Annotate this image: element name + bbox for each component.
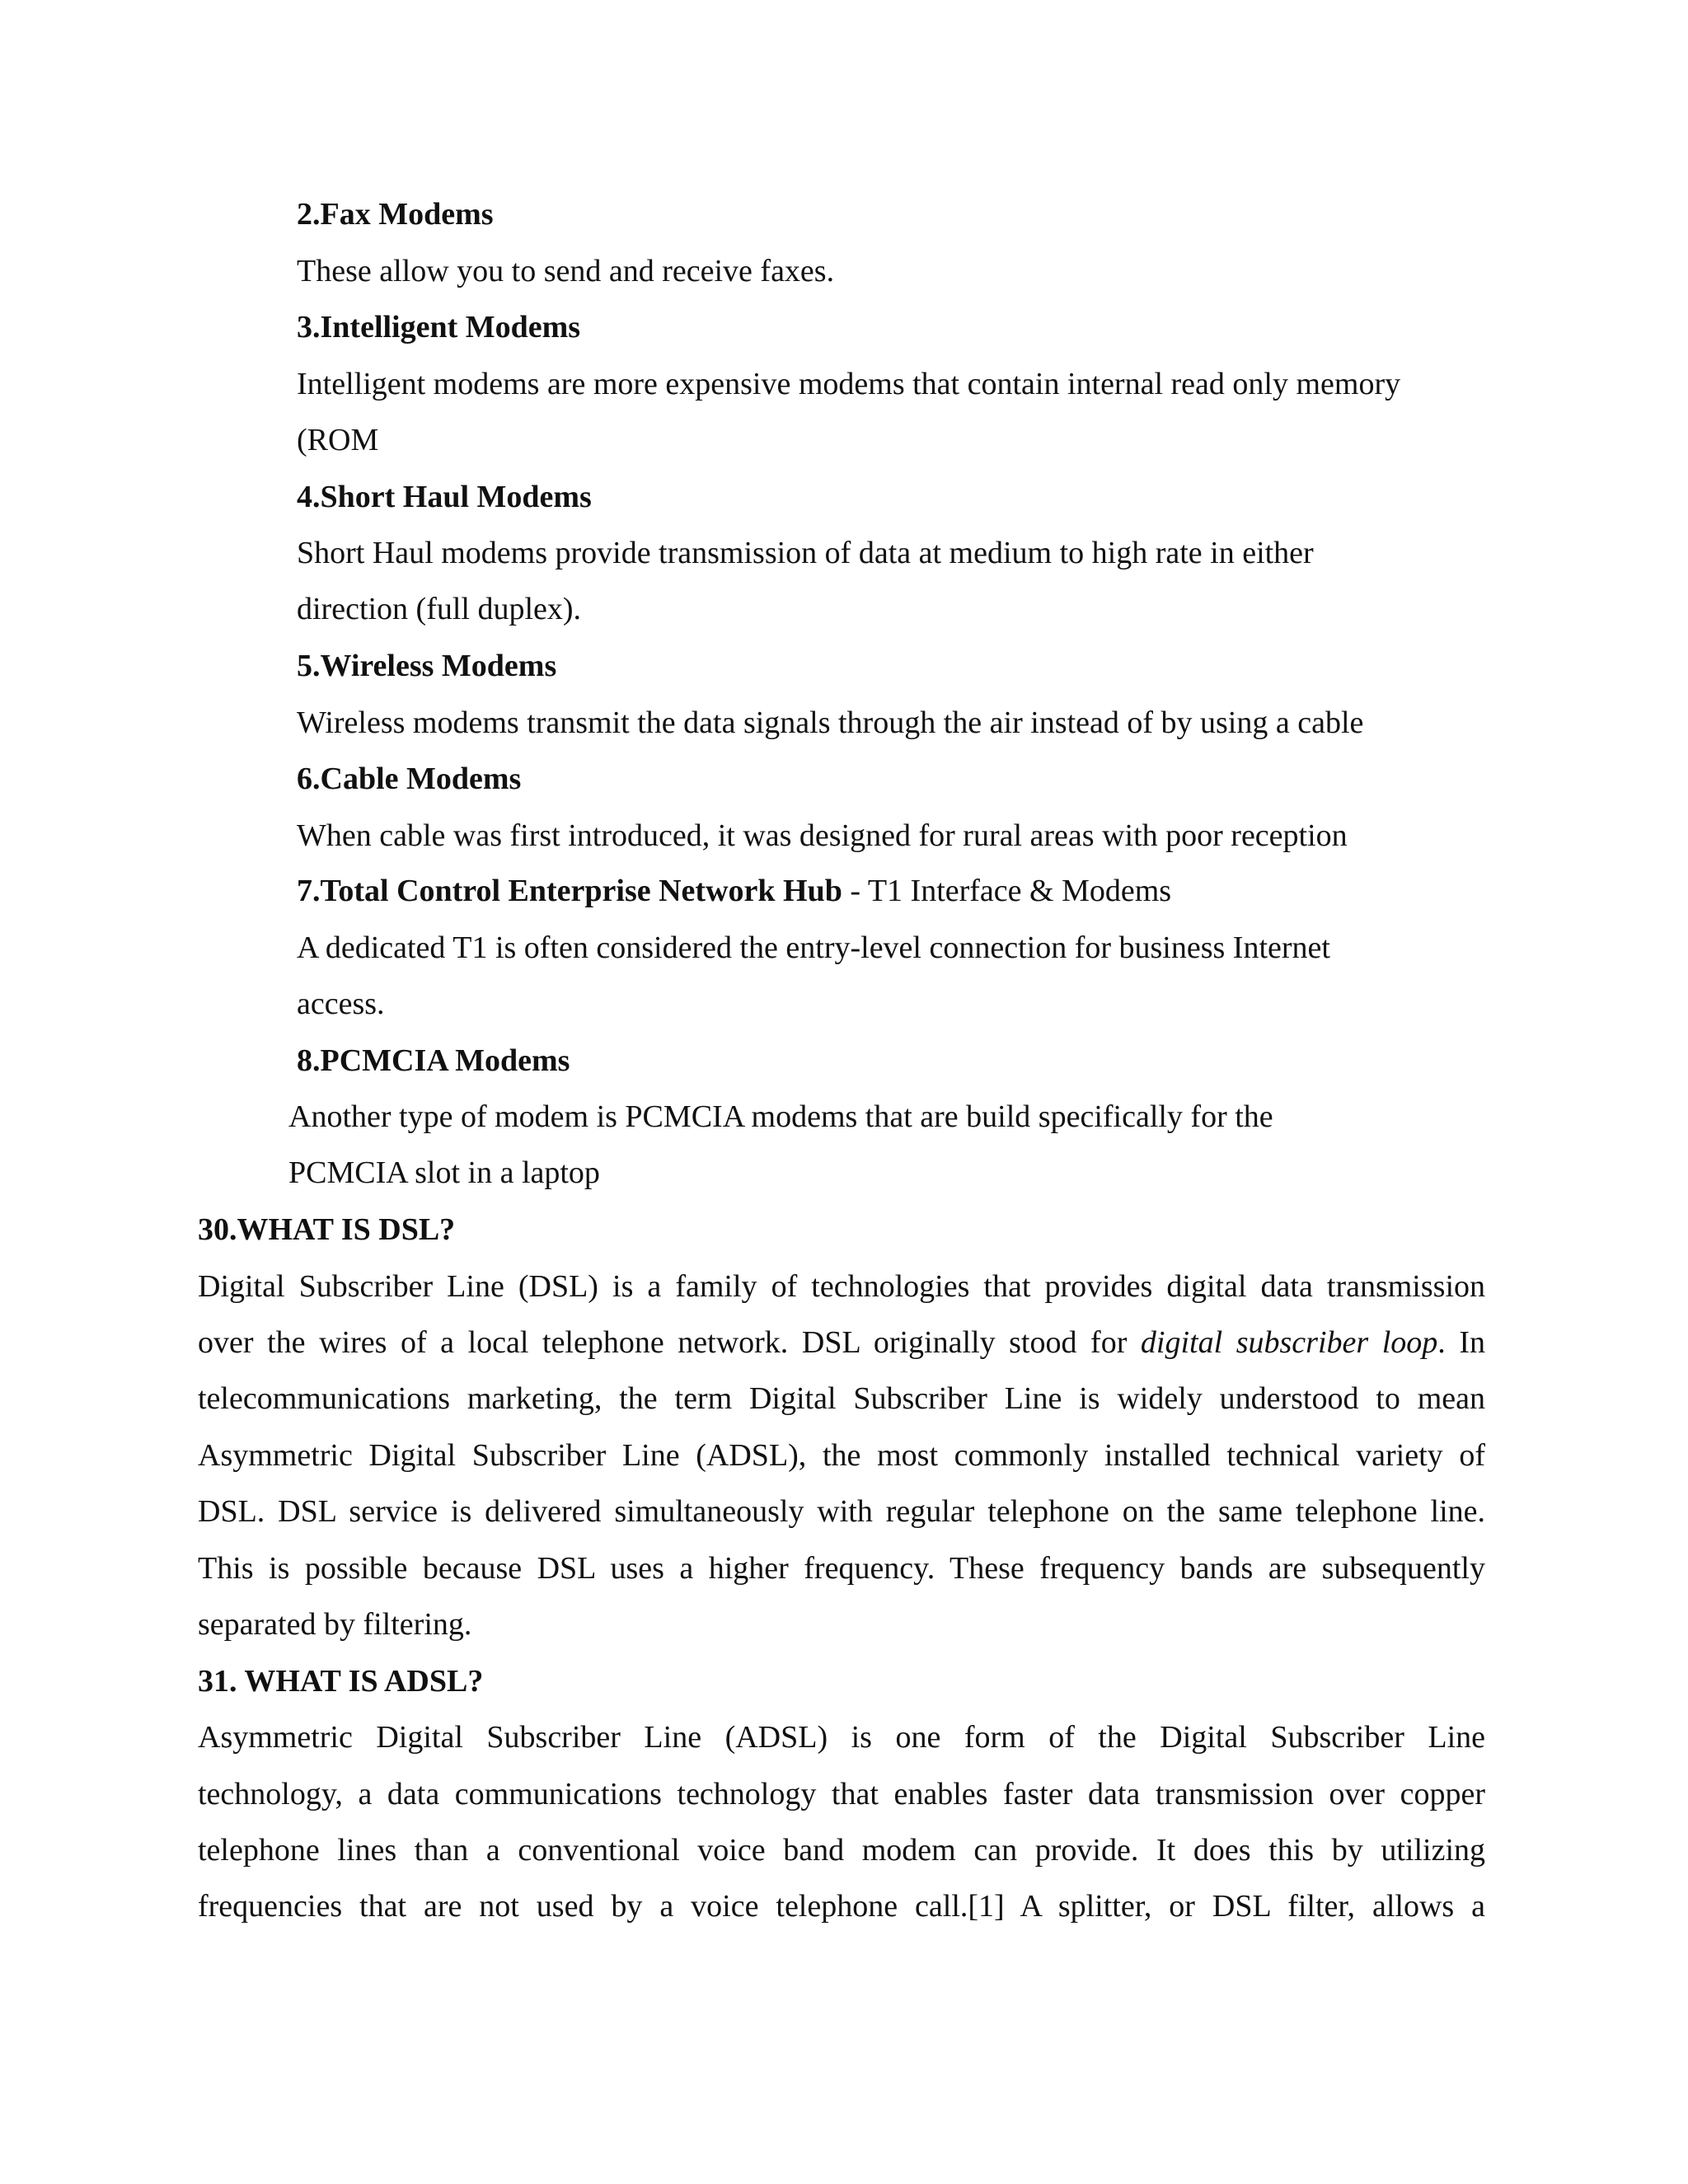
paragraph-line: PCMCIA slot in a laptop (288, 1155, 600, 1190)
paragraph-line: Digital Subscriber Line (DSL) is a family of technologies that provides digital data transmission (198, 1269, 1485, 1304)
paragraph-line: When cable was first introduced, it was designed for rural areas with poor reception (297, 818, 1348, 853)
section-heading-intelligent-modems: 3.Intelligent Modems (297, 310, 581, 344)
paragraph-line: Wireless modems transmit the data signals through the air instead of by using a cable (297, 705, 1364, 740)
paragraph-line: technology, a data communications technology that enables faster data transmission over copper (198, 1777, 1485, 1811)
paragraph-line: telephone lines than a conventional voice band modem can provide. It does this by utilizing (198, 1833, 1485, 1868)
paragraph-line: Another type of modem is PCMCIA modems that are build specifically for the (288, 1099, 1273, 1134)
question-heading-dsl: 30.WHAT IS DSL? (198, 1212, 456, 1247)
paragraph-line: A dedicated T1 is often considered the entry-level connection for business Internet (297, 930, 1330, 965)
paragraph-line: These allow you to send and receive faxes. (297, 254, 835, 288)
section-heading-total-control-hub (297, 872, 1171, 910)
paragraph-line: (ROM (297, 423, 379, 457)
paragraph-line: separated by filtering. (198, 1607, 472, 1642)
heading-suffix: - T1 Interface & Modems (842, 874, 1172, 908)
section-heading-pcmcia-modems: 8.PCMCIA Modems (297, 1043, 570, 1078)
heading-bold-part: 7.Total Control Enterprise Network Hub (297, 874, 842, 908)
paragraph-line: access. (297, 987, 385, 1021)
paragraph-line: telecommunications marketing, the term Digital Subscriber Line is widely understood to mean (198, 1381, 1485, 1416)
paragraph-line: direction (full duplex). (297, 592, 582, 626)
italic-term: digital subscriber loop (1140, 1325, 1438, 1360)
section-heading-short-haul-modems: 4.Short Haul Modems (297, 480, 592, 514)
section-heading-cable-modems: 6.Cable Modems (297, 762, 522, 796)
paragraph-line (198, 1324, 1485, 1361)
text-run: . In (1437, 1325, 1486, 1360)
paragraph-line: frequencies that are not used by a voice telephone call.[1] A splitter, or DSL filter, allows a (198, 1889, 1485, 1924)
text-run: over the wires of a local telephone network. DSL originally stood for (198, 1325, 1141, 1360)
section-heading-fax-modems: 2.Fax Modems (297, 197, 494, 232)
section-heading-wireless-modems: 5.Wireless Modems (297, 649, 557, 683)
question-heading-adsl: 31. WHAT IS ADSL? (198, 1664, 484, 1699)
paragraph-line: Asymmetric Digital Subscriber Line (ADSL) is one form of the Digital Subscriber Line (198, 1720, 1485, 1755)
paragraph-line: This is possible because DSL uses a higher frequency. These frequency bands are subsequently (198, 1551, 1485, 1586)
paragraph-line: Asymmetric Digital Subscriber Line (ADSL), the most commonly installed technical variety of (198, 1438, 1485, 1473)
paragraph-line: Short Haul modems provide transmission of data at medium to high rate in either (297, 536, 1314, 570)
paragraph-line: DSL. DSL service is delivered simultaneously with regular telephone on the same telephone line. (198, 1494, 1485, 1529)
paragraph-line: Intelligent modems are more expensive modems that contain internal read only memory (297, 367, 1401, 401)
